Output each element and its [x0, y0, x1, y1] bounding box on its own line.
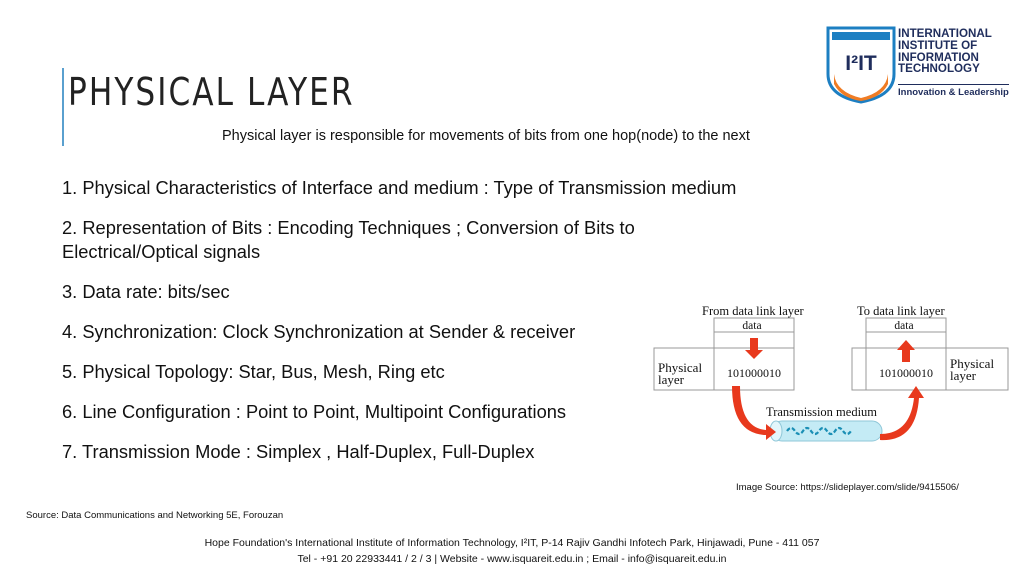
- right-bits-label: 101000010: [879, 366, 933, 380]
- logo-mark: I²IT: [845, 52, 877, 75]
- point-2: 2. Representation of Bits : Encoding Techniques ; Conversion of Bits to Electrical/Optical signals: [62, 217, 635, 262]
- medium-label: Transmission medium: [766, 405, 878, 419]
- left-physical-label: Physical: [658, 360, 703, 375]
- logo-line-4: TECHNOLOGY: [898, 62, 980, 76]
- from-dll-label: From data link layer: [702, 304, 804, 318]
- left-bits-label: 101000010: [727, 366, 781, 380]
- page-subtitle: Physical layer is responsible for movements of bits from one hop(node) to the next: [222, 128, 750, 144]
- footer-contact: Tel - +91 20 22933441 / 2 / 3 | Website - www.isquareit.edu.in ; Email - info@isquareit.edu.in: [297, 553, 727, 565]
- logo-line-1: INTERNATIONAL: [898, 27, 992, 40]
- logo-tagline: Innovation & Leadership: [898, 84, 1009, 98]
- image-source: Image Source: https://slideplayer.com/slide/9415506/: [736, 482, 959, 493]
- logo-line-2: INSTITUTE OF: [898, 38, 978, 52]
- point-7: 7. Transmission Mode : Simplex , Half-Duplex, Full-Duplex: [62, 441, 535, 462]
- logo-line-3: INFORMATION: [898, 50, 979, 64]
- point-4: 4. Synchronization: Clock Synchronization at Sender & receiver: [62, 321, 576, 342]
- right-layer-label: layer: [950, 368, 976, 383]
- footer-address: Hope Foundation's International Institute of Information Technology, I²IT, P-14 Rajiv Gandhi Infotech Park, Hinjawadi, Pune - 411 057: [204, 537, 820, 549]
- to-dll-label: To data link layer: [857, 304, 945, 318]
- point-6: 6. Line Configuration : Point to Point, Multipoint Configurations: [62, 401, 567, 422]
- logo-wordmark: [898, 28, 992, 75]
- left-data-label: data: [742, 320, 762, 332]
- source-citation: Source: Data Communications and Networking 5E, Forouzan: [26, 510, 284, 521]
- physical-layer-diagram: [652, 298, 1012, 458]
- point-5: 5. Physical Topology: Star, Bus, Mesh, Ring etc: [62, 361, 445, 382]
- right-physical-label: Physical: [950, 356, 995, 371]
- title-accent-bar: [62, 68, 64, 146]
- curved-receive-arrow-icon: [880, 386, 924, 440]
- right-data-label: data: [894, 320, 914, 332]
- point-3: 3. Data rate: bits/sec: [62, 281, 230, 302]
- page-title: PHYSICAL LAYER: [68, 70, 355, 114]
- point-1: 1. Physical Characteristics of Interface and medium : Type of Transmission medium: [62, 177, 737, 198]
- left-layer-label: layer: [658, 372, 684, 387]
